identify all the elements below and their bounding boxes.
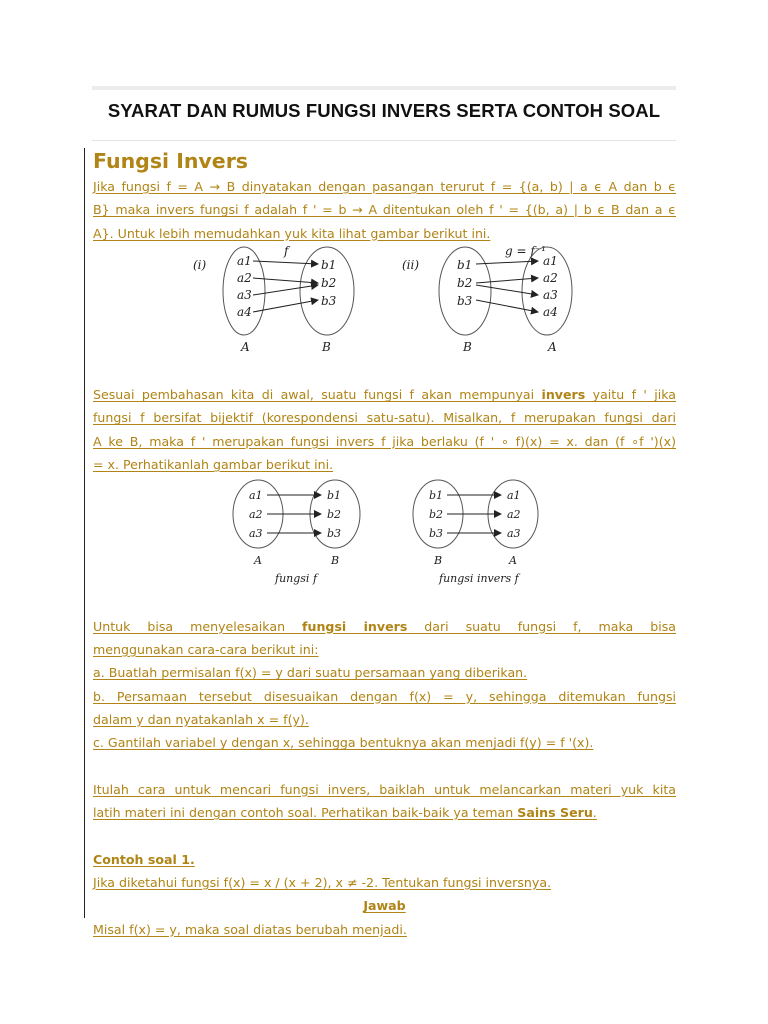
fig1-r-setB: B — [463, 339, 472, 354]
figure-1-diagram — [93, 245, 676, 360]
steps-line-1: Untuk bisa menyelesaikan fungsi invers dari suatu fungsi f, maka bisa — [93, 618, 676, 634]
fig1-l-a3: a3 — [237, 287, 252, 302]
fig1-r-b2: b2 — [457, 275, 473, 290]
para2-line-4: = x. Perhatikanlah gambar berikut ini. — [93, 457, 334, 473]
fig1-l-setB: B — [322, 339, 331, 354]
fig1-r-setA: A — [548, 339, 557, 354]
fig2-l-b3: b3 — [327, 527, 342, 541]
closing-line-2: latih materi ini dengan contoh soal. Perhatikan baik-baik ya teman Sains Seru. — [93, 805, 597, 821]
para2-line-1: Sesuai pembahasan kita di awal, suatu fungsi f akan mempunyai invers yaitu f ' jika — [93, 387, 676, 403]
figure-2-diagram — [93, 476, 676, 591]
fig2-l-setA: A — [254, 554, 262, 568]
intro-line-1: Jika fungsi f = A → B dinyatakan dengan pasangan terurut f = {(a, b) | a ϵ A dan b ϵ — [93, 179, 676, 194]
fig1-l-a2: a2 — [237, 270, 252, 285]
step-b-line-1: b. Persamaan tersebut disesuaikan dengan f(x) = y, sehingga ditemukan fungsi — [93, 688, 676, 704]
steps-line-2: menggunakan cara-cara berikut ini: — [93, 641, 319, 657]
fig1-r-b1: b1 — [457, 257, 473, 272]
fig1-l-setA: A — [241, 339, 250, 354]
section-heading: Fungsi Invers — [93, 149, 249, 173]
fig1-r-a1: a1 — [543, 253, 558, 268]
example-question: Jika diketahui fungsi f(x) = x / (x + 2), x ≠ -2. Tentukan fungsi inversnya. — [93, 874, 552, 890]
fig1-l-a4: a4 — [237, 304, 252, 319]
fig2-r-setB: B — [434, 554, 443, 568]
sains-seru-link: Sains Seru — [517, 805, 593, 821]
step-b-line-2: dalam y dan nyatakanlah x = f(y). — [93, 711, 309, 727]
answer-label: Jawab — [363, 898, 406, 914]
fig2-r-a3: a3 — [507, 527, 521, 541]
fig2-r-a1: a1 — [507, 489, 521, 503]
example-title: Contoh soal 1. — [93, 851, 195, 867]
fig1-r-b3: b3 — [457, 293, 473, 308]
fungsi-invers-bold: fungsi invers — [302, 618, 408, 634]
answer-line-1: Misal f(x) = y, maka soal diatas berubah menjadi. — [93, 921, 407, 937]
step-c: c. Gantilah variabel y dengan x, sehingga bentuknya akan menjadi f(y) = f '(x). — [93, 735, 594, 751]
para2-line-3: A ke B, maka f ' merupakan fungsi invers f jika berlaku (f ' ∘ f)(x) = x. dan (f ∘f ')(x) — [93, 433, 676, 449]
fig1-l-b2: b2 — [321, 275, 337, 290]
title-divider — [92, 140, 676, 141]
fig2-r-b3: b3 — [429, 527, 444, 541]
para2-line-2: fungsi f bersifat bijektif (korespondensi satu-satu). Misalkan, f merupakan fungsi dari — [93, 410, 676, 426]
fig2-r-b2: b2 — [429, 508, 444, 522]
fig1-left-label: (i) — [193, 257, 207, 272]
fig2-l-setB: B — [331, 554, 340, 568]
fig2-l-a2: a2 — [249, 508, 263, 522]
fig2-l-b1: b1 — [327, 489, 342, 503]
closing-line-1: Itulah cara untuk mencari fungsi invers, baiklah untuk melancarkan materi yuk kita — [93, 781, 676, 797]
fig1-r-a4: a4 — [543, 304, 558, 319]
fig2-left-caption: fungsi f — [275, 572, 318, 586]
fig2-r-setA: A — [509, 554, 517, 568]
fig2-r-b1: b1 — [429, 489, 444, 503]
top-divider — [92, 86, 676, 90]
fig2-r-a2: a2 — [507, 508, 521, 522]
article-body — [93, 148, 676, 941]
fig1-l-b1: b1 — [321, 257, 337, 272]
fig1-r-a2: a2 — [543, 270, 558, 285]
figure-2 — [93, 476, 676, 591]
step-a: a. Buatlah permisalan f(x) = y dari suatu persamaan yang diberikan. — [93, 665, 528, 681]
fig2-l-b2: b2 — [327, 508, 342, 522]
invers-bold: invers — [541, 387, 586, 403]
fig1-l-b3: b3 — [321, 293, 337, 308]
figure-1 — [93, 245, 676, 360]
fig2-l-a3: a3 — [249, 527, 263, 541]
fig1-r-a3: a3 — [543, 287, 558, 302]
fig1-left-func: f — [284, 244, 289, 258]
fig1-right-label: (ii) — [402, 257, 420, 272]
left-border — [84, 148, 85, 918]
fig1-l-a1: a1 — [237, 253, 252, 268]
page-title: SYARAT DAN RUMUS FUNGSI INVERS SERTA CONTOH SOAL — [107, 100, 661, 121]
fig2-right-caption: fungsi invers f — [439, 572, 519, 586]
intro-line-3: A}. Untuk lebih memudahkan yuk kita lihat gambar berikut ini. — [93, 225, 491, 241]
fig1-right-func: g = f⁻¹ — [505, 244, 546, 258]
fig2-l-a1: a1 — [249, 489, 263, 503]
intro-line-2: B} maka invers fungsi f adalah f ' = b → A ditentukan oleh f ' = {(b, a) | b ϵ B dan a ϵ — [93, 202, 676, 218]
